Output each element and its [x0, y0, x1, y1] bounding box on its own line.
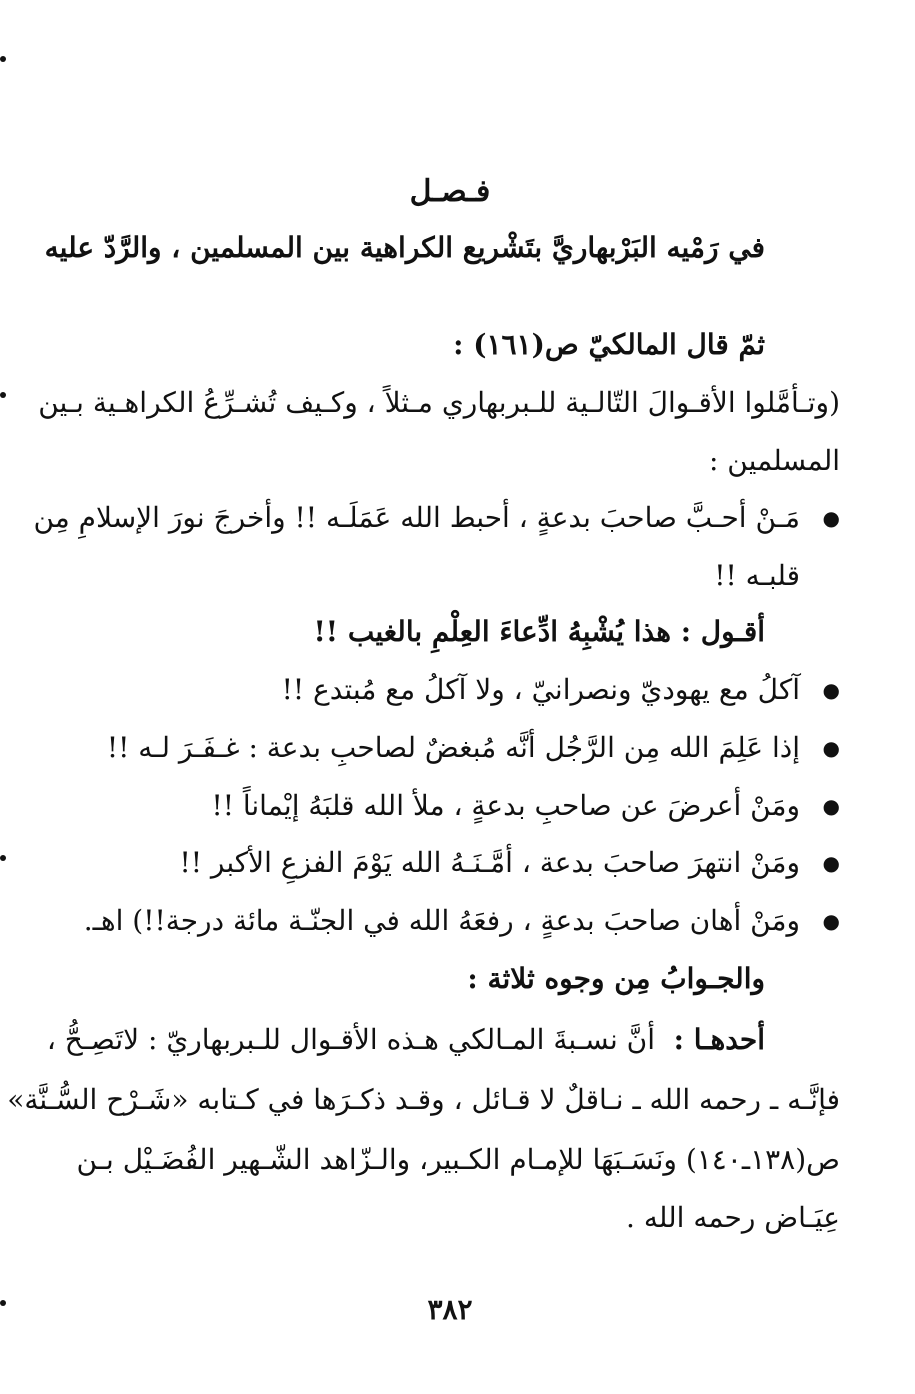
scan-mark	[0, 392, 6, 398]
bullet-icon: ●	[822, 736, 840, 760]
answer-line: فإنَّـه ـ رحمه الله ـ نـاقلٌ لا قـائل ، وقـد ذكـرَها في كـتابه «شَـرْح السُّـنَّة»	[7, 1083, 840, 1116]
answer-line: ص(١٣٨ـ١٤٠) ونَسَـبَهَا للإمـام الكـبير، والـزّاهد الشّـهير الفُضَـيْل بـن	[76, 1143, 840, 1176]
answer-first-label: أحدهـا :	[673, 1023, 765, 1056]
list-item-continued: قلبـه !!	[714, 559, 800, 592]
section-subtitle: في رَمْيه البَرْبهاريَّ بتَشْريع الكراهية بين المسلمين ، والرَّدّ عليه	[44, 231, 765, 264]
list-item: إذا عَلِمَ الله مِن الرَّجُل أنَّه مُبغضٌ لصاحبِ بدعة : غـفَـرَ لـه !!	[106, 731, 800, 764]
list-item: مَـنْ أحـبَّ صاحبَ بدعةٍ ، أحبط الله عَمَلَـه !! وأخرجَ نورَ الإسلامِ مِن	[33, 501, 800, 534]
bullet-icon: ●	[822, 909, 840, 933]
answer-line: عِيَـاض رحمه الله .	[626, 1201, 840, 1234]
bullet-icon: ●	[822, 851, 840, 875]
page-number: ٣٨٢	[427, 1293, 473, 1326]
scan-mark	[0, 56, 6, 62]
answer-heading: والجـوابُ مِن وجوه ثلاثة :	[467, 962, 765, 995]
bullet-icon: ●	[822, 506, 840, 530]
section-title: فـصـل	[409, 174, 491, 209]
intro-lead: ثمّ قال المالكيّ ص(١٦١) :	[453, 328, 765, 361]
answer-line: أنَّ نسـبةَ المـالكي هـذه الأقـوال للـبربهاريّ : لاتَصِـحُّ ،	[46, 1023, 655, 1056]
list-item: ومَنْ أهان صاحبَ بدعةٍ ، رفعَهُ الله في الجنّـة مائة درجة!!) اهـ.	[83, 904, 800, 937]
scan-mark	[0, 1300, 6, 1306]
scan-mark	[0, 855, 6, 861]
bullet-icon: ●	[822, 794, 840, 818]
quote-line: (وتـأمَّلوا الأقـوالَ التّالـية للـبربهاري مـثلاً ، وكـيف تُشـرِّعُ الكراهـية بـين	[38, 386, 840, 419]
list-item: ومَنْ انتهرَ صاحبَ بدعة ، أمَّـنَـهُ الله يَوْمَ الفزعِ الأكبر !!	[179, 846, 800, 879]
bullet-icon: ●	[822, 678, 840, 702]
list-item: ومَنْ أعرضَ عن صاحبِ بدعةٍ ، ملأ الله قلبَهُ إيْماناً !!	[211, 789, 800, 822]
list-item: آكلُ مع يهوديّ ونصرانيّ ، ولا آكلُ مع مُبتدع !!	[281, 673, 800, 706]
author-comment: أقـول : هذا يُشْبِهُ ادِّعاءَ العِلْمِ بالغيب !!	[313, 615, 765, 648]
quote-line: المسلمين :	[708, 444, 840, 477]
